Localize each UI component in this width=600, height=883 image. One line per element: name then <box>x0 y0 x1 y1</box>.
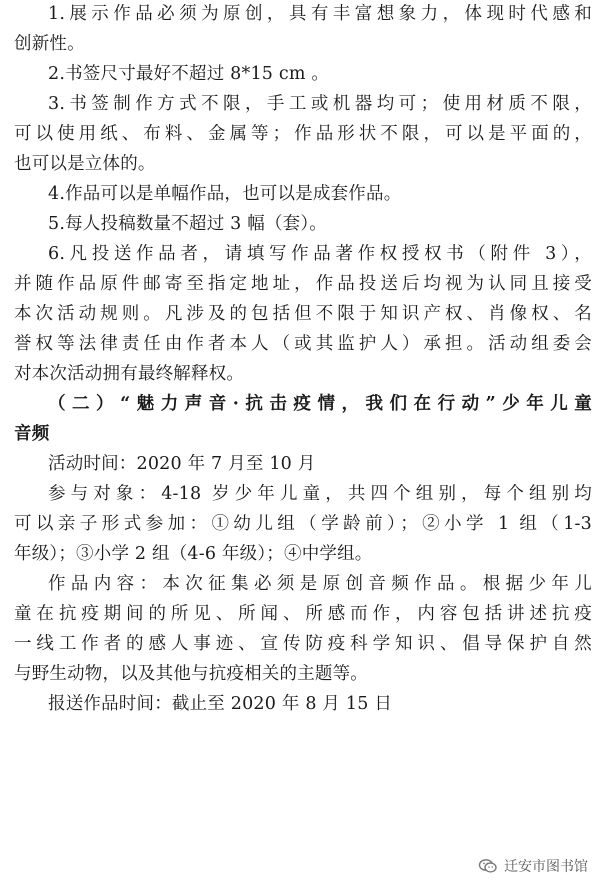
paragraph-line: 也可以是立体的。 <box>14 154 156 174</box>
paragraph-line: 可以亲子形式参加：①幼儿组（学龄前）；②小学 1 组（1-3 <box>14 514 592 534</box>
paragraph-first-line: （二）“魅力声音·抗击疫情，我们在行动”少年儿童 <box>48 394 592 414</box>
paragraph-first-line: 3.书签制作方式不限，手工或机器均可；使用材质不限， <box>48 94 592 114</box>
watermark <box>478 855 588 877</box>
paragraph-line: 与野生动物，以及其他与抗疫相关的主题等。 <box>14 664 368 684</box>
paragraph-first-line: 6.凡投送作品者，请填写作品著作权授权书（附件 3）， <box>48 244 592 264</box>
paragraph-line: 本次活动规则。凡涉及的包括但不限于知识产权、肖像权、名 <box>14 304 592 324</box>
paragraph-first-line: 4.作品可以是单幅作品，也可以是成套作品。 <box>48 184 402 204</box>
paragraph-line: 对本次活动拥有最终解释权。 <box>14 364 245 384</box>
paragraph-first-line: 1.展示作品必须为原创，具有丰富想象力，体现时代感和 <box>48 4 592 24</box>
paragraph-first-line: 报送作品时间：截止至 2020 年 8 月 15 日 <box>48 694 393 714</box>
paragraph-first-line: 作品内容：本次征集必须是原创音频作品。根据少年儿 <box>48 574 592 594</box>
paragraph-line: 创新性。 <box>14 34 85 54</box>
paragraph-line: 音频 <box>14 424 50 444</box>
paragraph-first-line: 2.书签尺寸最好不超过 8*15 cm 。 <box>48 64 330 84</box>
paragraph-line: 并随作品原件邮寄至指定地址，作品投送后均视为认同且接受 <box>14 274 592 294</box>
paragraph-first-line: 参与对象：4-18 岁少年儿童，共四个组别，每个组别均 <box>48 484 592 504</box>
watermark-text: 迁安市图书馆 <box>504 859 588 875</box>
paragraph-first-line: 5.每人投稿数量不超过 3 幅（套）。 <box>48 214 328 234</box>
paragraph-line: 可以使用纸、布料、金属等；作品形状不限，可以是平面的， <box>14 124 592 144</box>
wechat-icon <box>478 856 498 876</box>
paragraph-line: 誉权等法律责任由作者本人（或其监护人）承担。活动组委会 <box>14 334 592 354</box>
paragraph-line: 童在抗疫期间的所见、所闻、所感而作，内容包括讲述抗疫 <box>14 604 592 624</box>
paragraph-line: 年级）；③小学 2 组（4-6 年级）；④中学组。 <box>14 544 373 564</box>
paragraph-first-line: 活动时间：2020 年 7 月至 10 月 <box>48 454 316 474</box>
paragraph-line: 一线工作者的感人事迹、宣传防疫科学知识、倡导保护自然 <box>14 634 592 654</box>
